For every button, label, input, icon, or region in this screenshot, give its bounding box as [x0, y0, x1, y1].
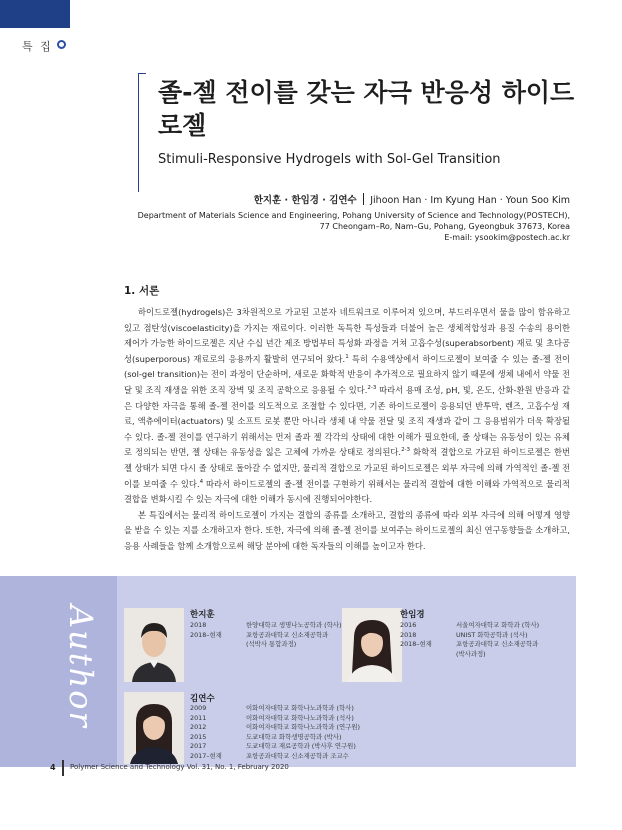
cv-entry: 2018–현재 포항공과대학교 신소재공학과 [400, 640, 539, 649]
paragraph-2: 본 특집에서는 물리적 하이드로젤이 가지는 결합의 종류를 소개하고, 결합의 종류에 따라 외부 자극에 의해 어떻게 영향을 받을 수 있는 지를 소개하고자 한다. 또한, 자극에 의해 졸-젤 전이를 보여주는 하이드로젤의 최신 연구동향들을 소개하고, 응용 사례들을 함께 소개함으로써 해당 분야에 대한 독자들의 이해를 높이고자 한다. [124, 509, 570, 551]
cv-entry: 2018–현재 포항공과대학교 신소재공학과 [190, 630, 329, 639]
title-korean: 졸-젤 전이를 갖는 자극 반응성 하이드로젤 [158, 78, 575, 140]
cv-entry: (박사과정) [456, 649, 486, 658]
cv-entry: 2016 서울여자대학교 화학과 (학사) [400, 621, 540, 629]
affiliation-email: E-mail: ysookim@postech.ac.kr [444, 233, 570, 242]
title-english: Stimuli-Responsive Hydrogels with Sol-Gel Transition [158, 152, 501, 167]
affiliation [130, 210, 570, 243]
author-name-2: 한임경 [400, 610, 425, 620]
author-name-3: 김연수 [190, 694, 215, 704]
author-photo-2 [342, 608, 402, 682]
cv-entry: 2017 도쿄대학교 재료공학과 (박사후 연구원) [190, 742, 356, 751]
author-cv-3 [190, 704, 360, 762]
authors-korean: 한지훈 · 한임경 · 김연수 [253, 195, 357, 206]
cv-entry: 2015 도쿄대학교 화학생명공학과 (박사) [190, 732, 342, 741]
author-cv-1 [190, 621, 341, 650]
section-dot-icon [57, 40, 66, 49]
body-text [124, 305, 570, 555]
cv-entry: 2018 한양대학교 생명나노공학과 (학사) [190, 621, 342, 629]
affiliation-line: 77 Cheongam–Ro, Nam–Gu, Pohang, Gyeongbuk 37673, Korea [319, 222, 570, 231]
page-number: 4 [50, 763, 56, 772]
paragraph-1: 하이드로젤(hydrogels)은 3차원적으로 가교된 고분자 네트워크로 이루어져 있으며, 부드러우면서 물을 많이 함유하고 있고 점탄성(viscoelasticity)을 가지는 재료이다. 이러한 독특한 특성들과 더불어 높은 생체적합성과 용질 수송의 용이한 제어가 가능한 하이드로젤은 지난 수십 년간 제조 방법부터 특성화 과정을 거쳐 고흡수성(superabsorbent) 재료 및 초다공성(superporous) 재료로의 응용까지 활발히 연구되어 왔다.$^1$ 특히 수용액상에서 하이드로젤이 보여줄 수 있는 졸-젤 전이(sol-gel transition)는 전이 과정이 단순하며, 새로운 화학적 반응이 추가적으로 필요하지 않기 때문에 생체 내에서 약물 전달 및 조직 재생을 위한 조직 장벽 및 조직 공학으로 응용될 수 있다.$^{2-3}$ 따라서 용매 조성, pH, 빛, 온도, 산화-환원 반응과 같은 다양한 자극을 통해 졸-젤 전이를 의도적으로 조절할 수 있다면, 기존 하이드로젤이 응용되던 반투막, 렌즈, 고흡수성 재료, 액츄에이터(actuators) 및 소프트 로봇 뿐만 아니라 생체 내 약물 전달 및 조직 재생과 같이 그 응용범위가 더욱 확장될 수 있다. 졸-젤 전이를 연구하기 위해서는 먼저 졸과 젤 각각의 상태에 대한 이해가 필요한데, 졸 상태는 유동성이 있는 유체로 정의되는 반면, 젤 상태는 유동성을 잃은 고체에 가까운 상태로 정의된다.$^{2-3}$ 화학적 결합으로 가교된 하이드로젤은 한번 젤 상태가 되면 다시 졸 상태로 돌아갈 수 없지만, 물리적 결합으로 가교된 하이드로젤은 외부 자극에 의해 가역적인 졸-젤 전이를 보여줄 수 있다.$^4$ 따라서 하이드로젤의 졸-젤 전이를 구현하기 위해서는 물리적 결합에 대한 이해와 가역적으로 물리적 결합을 변화시킬 수 있는 자극에 대한 이해가 동시에 진행되어야한다. [124, 307, 570, 505]
section-heading: 1. 서론 [124, 285, 160, 297]
cv-entry: (석박사 통합과정) [246, 640, 297, 649]
author-side-label: Author [62, 605, 100, 729]
author-photo-3 [124, 692, 184, 764]
top-accent-bar [0, 0, 70, 28]
cv-entry: 2011 이화여자대학교 화학나노과학과 (석사) [190, 713, 354, 722]
cv-entry: 2018 UNIST 화학공학과 (석사) [400, 630, 528, 639]
author-divider [363, 193, 365, 205]
section-tag: 특 집 [22, 38, 66, 54]
author-line [254, 192, 570, 206]
cv-entry: 2017–현재 포항공과대학교 신소재공학과 조교수 [190, 751, 349, 760]
footer-divider [62, 760, 64, 776]
author-cv-2 [400, 621, 539, 659]
cv-entry: 2009 이화여자대학교 화학나노과학과 (학사) [190, 704, 354, 712]
title-bracket [138, 73, 146, 192]
journal-footer: Polymer Science and Technology Vol. 31, No. 1, February 2020 [70, 763, 289, 771]
authors-english: Jihoon Han · Im Kyung Han · Youn Soo Kim [370, 195, 570, 206]
affiliation-line: Department of Materials Science and Engineering, Pohang University of Science and Technology(POSTECH), [137, 211, 570, 220]
author-photo-1 [124, 608, 184, 682]
author-name-1: 한지훈 [190, 610, 215, 620]
cv-entry: 2012 이화여자대학교 화학나노과학과 (연구원) [190, 723, 360, 732]
